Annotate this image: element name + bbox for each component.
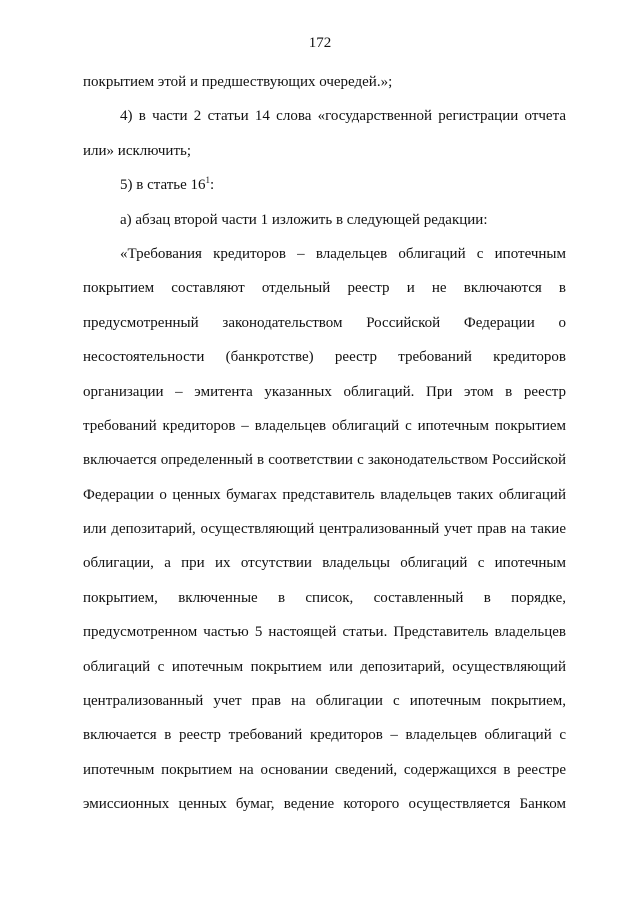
document-body (83, 70, 566, 827)
colon: : (210, 177, 215, 194)
text-line: а) абзац второй части 1 изложить в следующей редакции: (120, 211, 488, 228)
text-line: требований кредиторов – владельцев облигаций с ипотечным покрытием (83, 417, 566, 434)
text-line: покрытием составляют отдельный реестр и не включаются в (83, 280, 566, 297)
text-line: «Требования кредиторов – владельцев облигаций с ипотечным (120, 245, 566, 262)
text-line: ипотечным покрытием на основании сведений, содержащихся в реестре (83, 761, 566, 778)
text-line: предусмотренный законодательством Российской Федерации о (83, 314, 566, 331)
article-ref: 5) в статье 16 (120, 177, 206, 194)
text-line: эмиссионных ценных бумаг, ведение которого осуществляется Банком (83, 796, 566, 813)
text-line: предусмотренном частью 5 настоящей статьи. Представитель владельцев (83, 624, 566, 641)
text-line: или» исключить; (83, 142, 192, 159)
text-line: 4) в части 2 статьи 14 слова «государственной регистрации отчета (120, 108, 566, 125)
text-line: покрытием, включенные в список, составленный в порядке, (83, 589, 566, 606)
text-line: организации – эмитента указанных облигаций. При этом в реестр (83, 383, 566, 400)
text-line: или депозитарий, осуществляющий централизованный учет прав на такие (83, 521, 566, 538)
text-line-article (83, 173, 566, 207)
text-line: Федерации о ценных бумагах представитель владельцев таких облигаций (83, 486, 566, 503)
text-line: облигации, а при их отсутствии владельцы облигаций с ипотечным (83, 555, 566, 572)
text-line: облигаций с ипотечным покрытием или депозитарий, осуществляющий (83, 658, 566, 675)
text-line: включается в реестр требований кредиторов – владельцев облигаций с (83, 727, 566, 744)
text-line: включается определенный в соответствии с законодательством Российской (83, 452, 566, 469)
text-line: несостоятельности (банкротстве) реестр требований кредиторов (83, 349, 566, 366)
text-line: покрытием этой и предшествующих очередей.»; (83, 74, 393, 90)
text-line: централизованный учет прав на облигации с ипотечным покрытием, (83, 693, 566, 710)
superscript: 1 (205, 175, 211, 186)
page-number: 172 (308, 35, 332, 51)
